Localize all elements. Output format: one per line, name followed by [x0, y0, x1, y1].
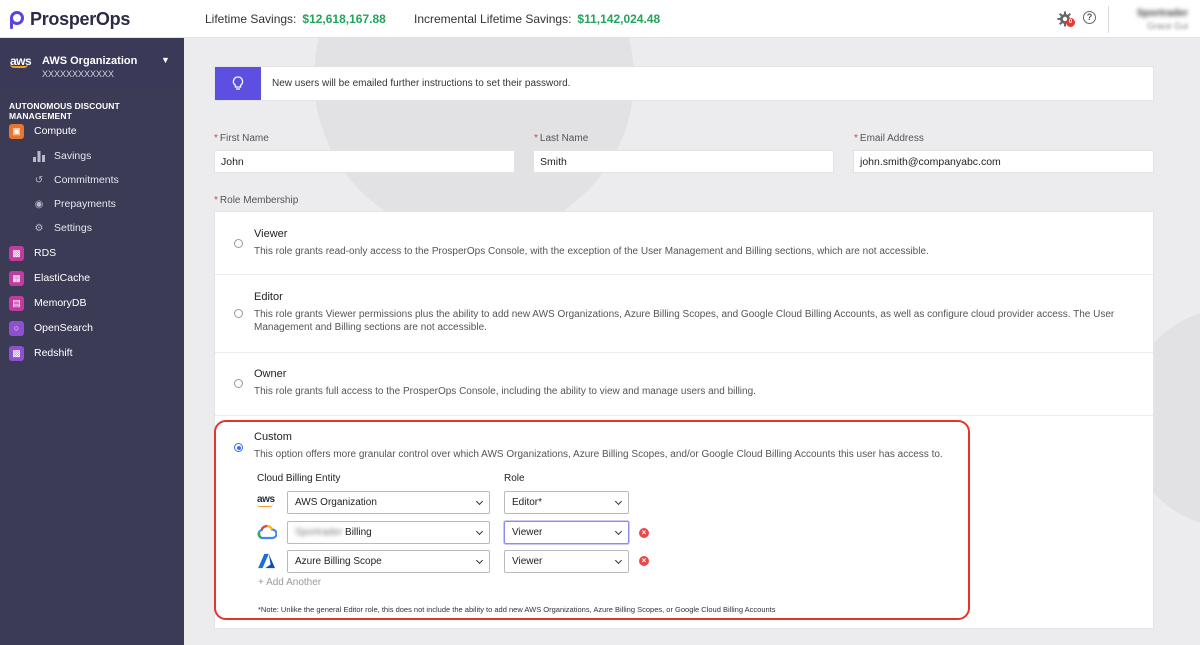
custom-role-note: *Note: Unlike the general Editor role, this does not include the ability to add new AWS Organizations, Azure Billing Scopes, or Google Cloud Billing Accounts [258, 605, 776, 614]
remove-row-icon[interactable]: × [639, 556, 649, 566]
org-id: XXXXXXXXXXXX [42, 69, 115, 79]
role-select[interactable]: Viewer [504, 550, 629, 573]
sidebar-item-elasticache[interactable] [9, 270, 90, 286]
sidebar-item-label: ElastiCache [34, 272, 91, 284]
sidebar-item-redshift[interactable] [9, 345, 73, 361]
entity-select[interactable]: Azure Billing Scope [287, 550, 490, 573]
role-option-owner[interactable] [215, 353, 1153, 416]
sidebar-item-memorydb[interactable] [9, 295, 87, 311]
user-account-name[interactable]: Sportrader [1136, 8, 1188, 19]
aws-logo-icon: aws [10, 54, 32, 68]
sidebar-item-savings[interactable] [32, 148, 91, 164]
incremental-savings-label: Incremental Lifetime Savings: [414, 12, 572, 26]
incremental-savings-value: $11,142,024.48 [577, 12, 661, 26]
lightbulb-icon [215, 67, 261, 100]
role-option-editor[interactable] [215, 275, 1153, 353]
help-icon[interactable]: ? [1083, 11, 1096, 24]
sidebar-item-label: Savings [54, 150, 92, 162]
sidebar-item-label: Settings [54, 222, 92, 234]
first-name-field[interactable]: John [214, 150, 515, 173]
azure-icon [257, 553, 277, 569]
role-title: Owner [254, 368, 287, 380]
gear-icon: ⚙ [34, 222, 44, 234]
sidebar-item-label: OpenSearch [34, 322, 93, 334]
lifetime-savings [205, 12, 386, 26]
role-description: This role grants read-only access to the ProsperOps Console, with the exception of the User Management and Billing sections, which are not accessible. [254, 246, 929, 257]
user-name: Grace Gui [1146, 21, 1188, 31]
cloud-billing-entity-header: Cloud Billing Entity [257, 473, 341, 484]
remove-row-icon[interactable]: × [639, 528, 649, 538]
sidebar-item-settings[interactable] [32, 220, 92, 236]
org-selector[interactable] [0, 38, 184, 90]
role-header: Role [504, 473, 525, 484]
role-title: Viewer [254, 228, 288, 240]
editor-radio[interactable] [234, 309, 243, 318]
role-membership-label: * Role Membership [214, 195, 299, 206]
opensearch-icon: ○ [9, 321, 24, 336]
topbar-divider [1108, 6, 1109, 33]
role-description: This option offers more granular control over which AWS Organizations, Azure Billing Scopes, and/or Google Cloud Billing Accounts this user has access to. [254, 449, 943, 460]
lifetime-savings-value: $12,618,167.88 [302, 12, 386, 26]
sidebar-item-compute[interactable] [9, 123, 77, 139]
sidebar-item-label: Prepayments [54, 198, 116, 210]
incremental-savings [414, 12, 660, 26]
role-select[interactable]: Viewer [504, 521, 629, 544]
role-option-viewer[interactable] [215, 212, 1153, 275]
rds-icon: ▩ [9, 246, 24, 261]
redshift-icon: ▩ [9, 346, 24, 361]
sidebar-item-label: Commitments [54, 174, 119, 186]
elasticache-icon: ▦ [9, 271, 24, 286]
email-label: * Email Address [854, 133, 924, 144]
history-icon: ↺ [34, 174, 44, 186]
role-title: Custom [254, 431, 292, 443]
sidebar-item-label: MemoryDB [34, 297, 87, 309]
info-banner [214, 66, 1154, 101]
sidebar-item-label: Redshift [34, 347, 73, 359]
bar-chart-icon [32, 149, 46, 163]
role-description: This role grants Viewer permissions plus the ability to add new AWS Organizations, Azure Billing Scopes, and Google Cloud Billing Accounts, as well as configure cloud provider access. The User Management and Billing sections are not accessible. [254, 309, 1115, 333]
top-bar [0, 0, 1200, 38]
sidebar-item-commitments[interactable] [32, 172, 119, 188]
lifetime-savings-label: Lifetime Savings: [205, 12, 297, 26]
chevron-down-icon: ▼ [161, 55, 170, 65]
sidebar-item-opensearch[interactable] [9, 320, 93, 336]
entity-select[interactable]: Sportrader Billing [287, 521, 490, 544]
role-description: This role grants full access to the ProsperOps Console, including the ability to view and manage users and billing. [254, 386, 756, 397]
last-name-field[interactable]: Smith [533, 150, 834, 173]
aws-icon: aws [257, 494, 275, 505]
role-select[interactable]: Editor* [504, 491, 629, 514]
sidebar-item-prepayments[interactable] [32, 196, 116, 212]
google-cloud-icon [257, 524, 277, 540]
first-name-label: * First Name [214, 133, 269, 144]
role-title: Editor [254, 291, 283, 303]
add-another-link[interactable]: + Add Another [258, 577, 322, 588]
logo-text: ProsperOps [30, 9, 131, 29]
coin-icon: ◉ [34, 198, 44, 210]
sidebar-item-label: Compute [34, 125, 77, 137]
sidebar-item-rds[interactable] [9, 245, 56, 261]
owner-radio[interactable] [234, 379, 243, 388]
last-name-label: * Last Name [534, 133, 589, 144]
section-title: AUTONOMOUS DISCOUNT MANAGEMENT [9, 101, 120, 121]
logo-mark-icon [10, 11, 24, 29]
org-name: AWS Organization [42, 55, 138, 67]
custom-highlight-outline [214, 420, 970, 620]
info-text: New users will be emailed further instructions to set their password. [272, 78, 571, 89]
prosperops-logo[interactable] [10, 9, 130, 30]
compute-icon: ▣ [9, 124, 24, 139]
notification-badge: 0 [1066, 18, 1075, 27]
viewer-radio[interactable] [234, 239, 243, 248]
entity-select[interactable]: AWS Organization [287, 491, 490, 514]
sidebar [0, 38, 184, 645]
sidebar-item-label: RDS [34, 247, 57, 259]
email-field[interactable]: john.smith@companyabc.com [853, 150, 1154, 173]
memorydb-icon: ▤ [9, 296, 24, 311]
